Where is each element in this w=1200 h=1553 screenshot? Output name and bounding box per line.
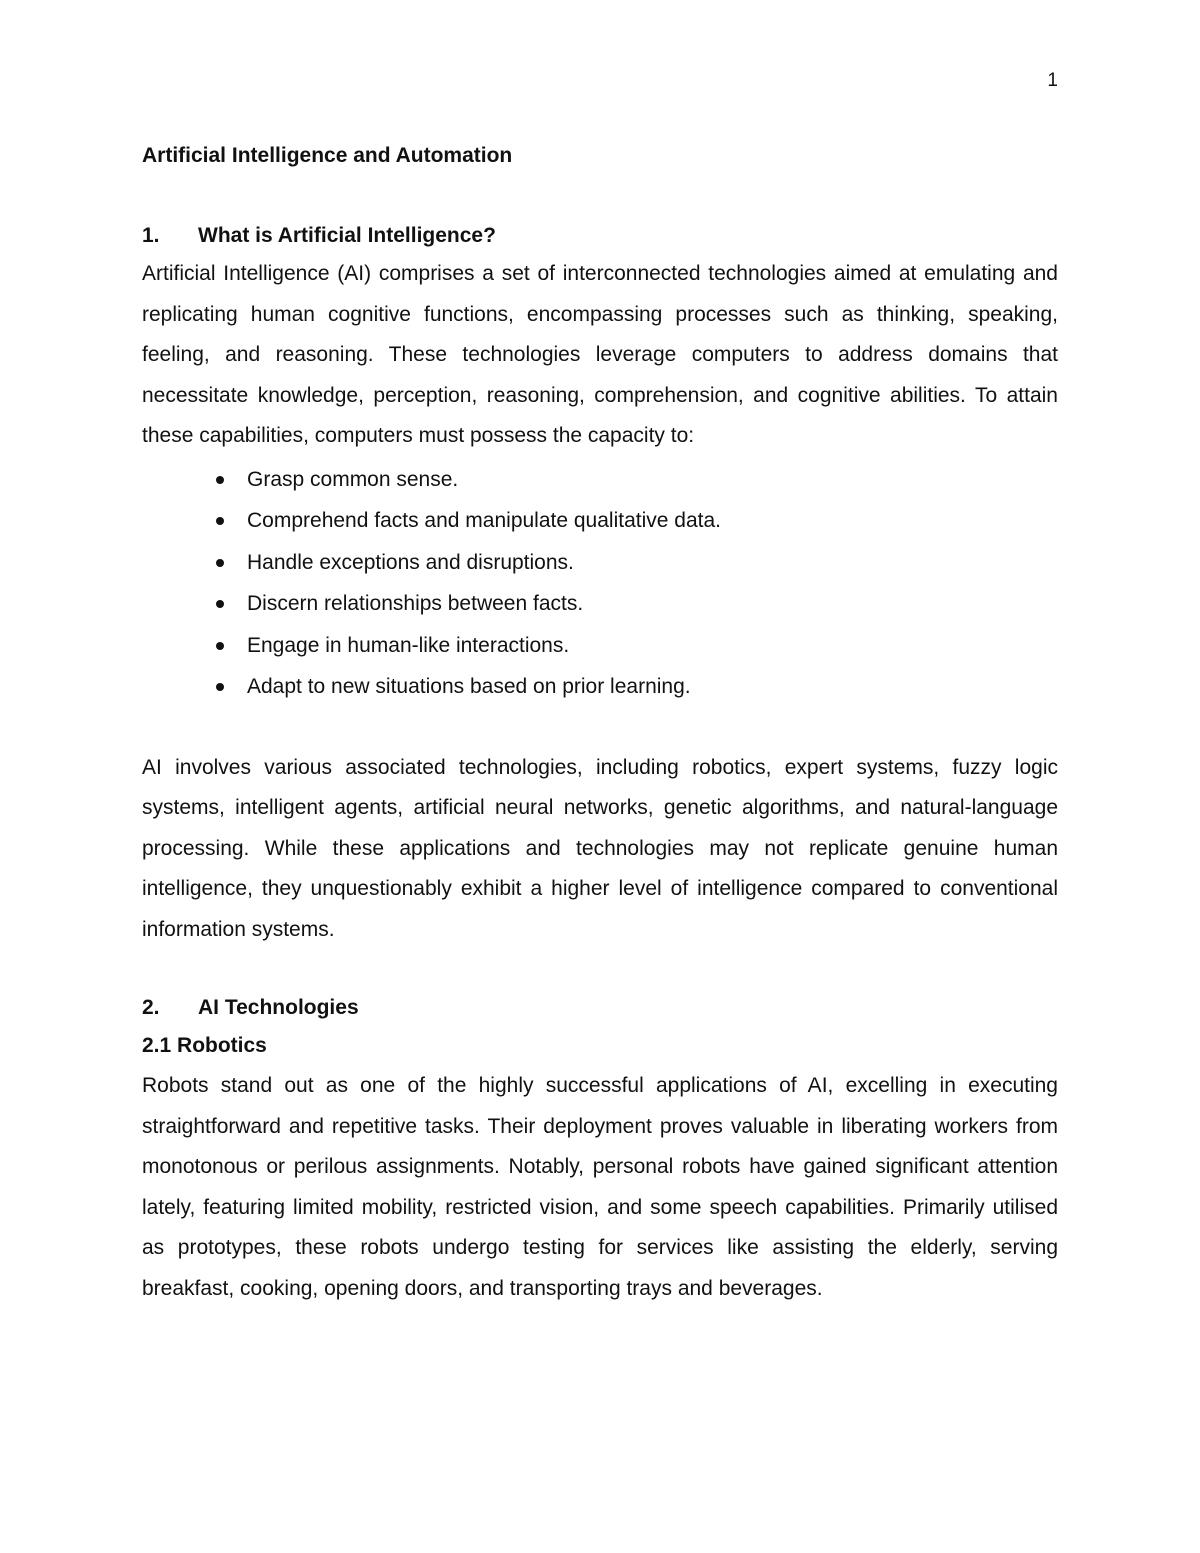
subsection-2-1-heading: 2.1 Robotics bbox=[142, 1034, 267, 1057]
list-item: Comprehend facts and manipulate qualitative data. bbox=[142, 500, 1058, 542]
bullet-icon bbox=[216, 476, 224, 484]
section-2-heading bbox=[142, 990, 1058, 1026]
subsection-2-1-text: Robots stand out as one of the highly successful applications of AI, excelling in executing straightforward and repetitive tasks. Their deployment proves valuable in liberating workers from monotonous or perilous assignments. Notably, personal robots have gained significant attention lately, featuring limited mobility, restricted vision, and some speech capabilities. Primarily utilised as prototypes, these robots undergo testing for services like assisting the elderly, serving breakfast, cooking, opening doors, and transporting trays and beverages. bbox=[142, 1074, 1058, 1300]
section-1-closing: AI involves various associated technologies, including robotics, expert systems, fuzzy logic systems, intelligent agents, artificial neural networks, genetic algorithms, and natural-language processing. While these applications and technologies may not replicate genuine human intelligence, they unquestionably exhibit a higher level of intelligence compared to conventional information systems. bbox=[142, 755, 1058, 941]
section-2-number: 2. bbox=[142, 996, 160, 1019]
section-1-intro: Artificial Intelligence (AI) comprises a set of interconnected technologies aimed at emulating and replicating human cognitive functions, encompassing processes such as thinking, speaking, feeling, and reasoning. These technologies leverage computers to address domains that necessitate knowledge, perception, reasoning, comprehension, and cognitive abilities. To attain these capabilities, computers must possess the capacity to: bbox=[142, 262, 1058, 447]
bullet-icon bbox=[216, 517, 224, 525]
bullet-icon bbox=[216, 559, 224, 567]
capability-list bbox=[142, 459, 1058, 708]
section-1-heading bbox=[142, 218, 1058, 254]
section-1-number: 1. bbox=[142, 224, 160, 247]
list-item: Discern relationships between facts. bbox=[142, 583, 1058, 625]
bullet-icon bbox=[216, 600, 224, 608]
list-item: Grasp common sense. bbox=[142, 459, 1058, 501]
bullet-icon bbox=[216, 683, 224, 691]
page-number: 1 bbox=[1047, 70, 1058, 91]
document-body bbox=[142, 138, 1058, 1309]
list-item: Handle exceptions and disruptions. bbox=[142, 542, 1058, 584]
section-2-title: AI Technologies bbox=[198, 996, 359, 1019]
bullet-icon bbox=[216, 642, 224, 650]
document-title: Artificial Intelligence and Automation bbox=[142, 144, 513, 167]
list-item: Engage in human-like interactions. bbox=[142, 625, 1058, 667]
list-item: Adapt to new situations based on prior learning. bbox=[142, 666, 1058, 708]
section-1-title: What is Artificial Intelligence? bbox=[198, 224, 496, 247]
